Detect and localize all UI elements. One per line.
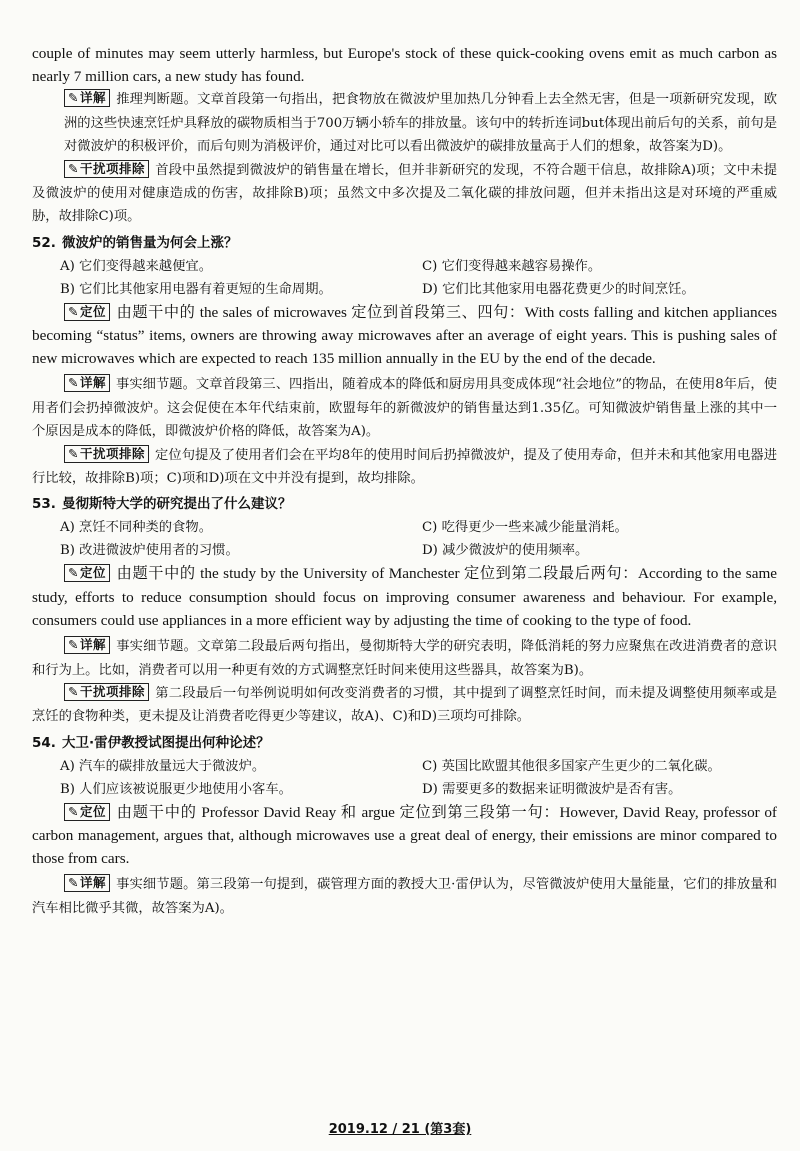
locate-tag: ✎定位 — [64, 303, 110, 321]
q52-option-c: C) 它们变得越来越容易操作。 — [422, 258, 602, 274]
detail-tag: ✎详解 — [64, 374, 110, 392]
pen-icon: ✎ — [68, 90, 79, 106]
q54-detail: ✎详解 事实细节题。第三段第一句提到，碳管理方面的教授大卫·雷伊认为，尽管微波炉使用大量能量，它们的排放量和汽车相比微乎其微，故答案为A)。 — [32, 875, 777, 916]
distractor-tag: ✎干扰项排除 — [64, 683, 149, 701]
top-paragraph: couple of minutes may seem utterly harmless, but Europe's stock of these quick-cooking ovens emit as much carbon as nearly 7 million cars, a new study has found. — [32, 45, 777, 86]
pen-icon: ✎ — [68, 683, 79, 699]
q53-distractor: ✎干扰项排除 第二段最后一句举例说明如何改变消费者的习惯，其中提到了调整烹饪时间，而未提及调整使用频率或是烹饪的食物种类，更未提及让消费者吃得更少等建议，故A)、C)和D)三项均可排除。 — [32, 683, 777, 725]
pen-icon: ✎ — [68, 303, 79, 319]
page-content — [32, 42, 777, 920]
pen-icon: ✎ — [68, 445, 79, 461]
q54-option-d: D) 需要更多的数据来证明微波炉是否有害。 — [422, 781, 682, 797]
q53-detail: ✎详解 事实细节题。文章第二段最后两句指出，曼彻斯特大学的研究表明，降低消耗的努力应聚焦在改进消费者的意识和行为上。比如，消费者可以用一种更有效的方式调整烹饪时间来使用这些器具，故答案为B)。 — [32, 637, 777, 678]
locate-tag: ✎定位 — [64, 564, 110, 582]
q53-option-d: D) 减少微波炉的使用频率。 — [422, 543, 589, 559]
q52-locate: ✎定位 由题干中的 the sales of microwaves 定位到首段第三、四句：With costs falling and kitchen appliances becoming “status” items, owners are throwing away microwaves after an average of eight years. This is pushing sales of new microwaves which are expected to reach 135 million annually in the EU by the end of the decade. — [32, 303, 777, 368]
q54-option-c: C) 英国比欧盟其他很多国家产生更少的二氧化碳。 — [422, 758, 721, 774]
q54-option-a: A) 汽车的碳排放量远大于微波炉。 — [60, 758, 266, 774]
q53-option-c: C) 吃得更少一些来减少能量消耗。 — [422, 520, 628, 536]
q52-option-a: A) 它们变得越来越便宜。 — [60, 258, 212, 274]
q54-options — [32, 755, 777, 801]
detail-tag: ✎详解 — [64, 89, 110, 107]
q52-option-d: D) 它们比其他家用电器花费更少的时间烹饪。 — [422, 281, 695, 297]
q53-locate: ✎定位 由题干中的 the study by the University of Manchester 定位到第二段最后两句：According to the same study, efforts to reduce consumption should focus on improving consumer awareness and behaviour. For example, consumers could use appliances in a more efficient way by adjusting the time of cooking to the type of food. — [32, 565, 777, 629]
q53-option-a: A) 烹饪不同种类的食物。 — [60, 520, 212, 536]
q53-option-b: B) 改进微波炉使用者的习惯。 — [60, 543, 239, 559]
q52-options — [32, 255, 777, 301]
q54-question: 54. 大卫·雷伊教授试图提出何种论述？ — [32, 734, 270, 751]
q51-detail: ✎详解 推理判断题。文章首段第一句指出，把食物放在微波炉里加热几分钟看上去全然无害，但是一项新研究发现，欧洲的这些快速烹饪炉具释放的碳物质相当于700万辆小轿车的排放量。该句中的转折连词but体现出前后句的关系，前句是对微波炉的积极评价，而后句则为消极评价，通过对比可以看出微波炉的碳排放量高于人们的想象，故答案为D)。 — [64, 90, 777, 155]
distractor-tag: ✎干扰项排除 — [64, 445, 149, 463]
pen-icon: ✎ — [68, 875, 79, 891]
q53-question: 53. 曼彻斯特大学的研究提出了什么建议？ — [32, 496, 292, 513]
pen-icon: ✎ — [68, 637, 79, 653]
q52-option-b: B) 它们比其他家用电器有着更短的生命周期。 — [60, 281, 332, 297]
q51-distractor: ✎干扰项排除 首段中虽然提到微波炉的销售量在增长，但并非新研究的发现，不符合题干信息，故排除A)项；文中未提及微波炉的使用对健康造成的伤害，故排除B)项；虽然文中多次提及二氧化碳的排放问题，但并未指出这是对环境的严重威胁，故排除C)项。 — [32, 160, 777, 225]
detail-tag: ✎详解 — [64, 636, 110, 654]
q52-detail: ✎详解 事实细节题。文章首段第三、四指出，随着成本的降低和厨房用具变成体现“社会地位”的物品，在使用8年后，使用者们会扔掉微波炉。这会促使在本年代结束前，欧盟每年的新微波炉的销售量达到1.35亿。可知微波炉销售量上涨的其中一个原因是成本的降低，即微波炉价格的降低，故答案为A)。 — [32, 375, 777, 440]
locate-tag: ✎定位 — [64, 803, 110, 821]
pen-icon: ✎ — [68, 160, 79, 176]
pen-icon: ✎ — [68, 375, 79, 391]
page-footer: 2019.12 / 21 (第3套) — [328, 1122, 472, 1137]
q53-options — [32, 516, 777, 562]
q54-option-b: B) 人们应该被说服更少地使用小客车。 — [60, 781, 292, 797]
detail-tag: ✎详解 — [64, 874, 110, 892]
pen-icon: ✎ — [68, 565, 79, 581]
q52-distractor: ✎干扰项排除 定位句提及了使用者们会在平均8年的使用时间后扔掉微波炉，提及了使用寿命，但并未和其他家用电器进行比较，故排除B)项；C)项和D)项在文中并没有提到，故均排除。 — [32, 445, 777, 487]
q54-locate: ✎定位 由题干中的 Professor David Reay 和 argue 定位到第三段第一句：However, David Reay, professor of carbon management, argues that, although microwaves use a great deal of energy, their emissions are minor compared to those from cars. — [32, 803, 777, 868]
distractor-tag: ✎干扰项排除 — [64, 160, 149, 178]
pen-icon: ✎ — [68, 803, 79, 819]
q52-question: 52. 微波炉的销售量为何会上涨？ — [32, 234, 238, 251]
